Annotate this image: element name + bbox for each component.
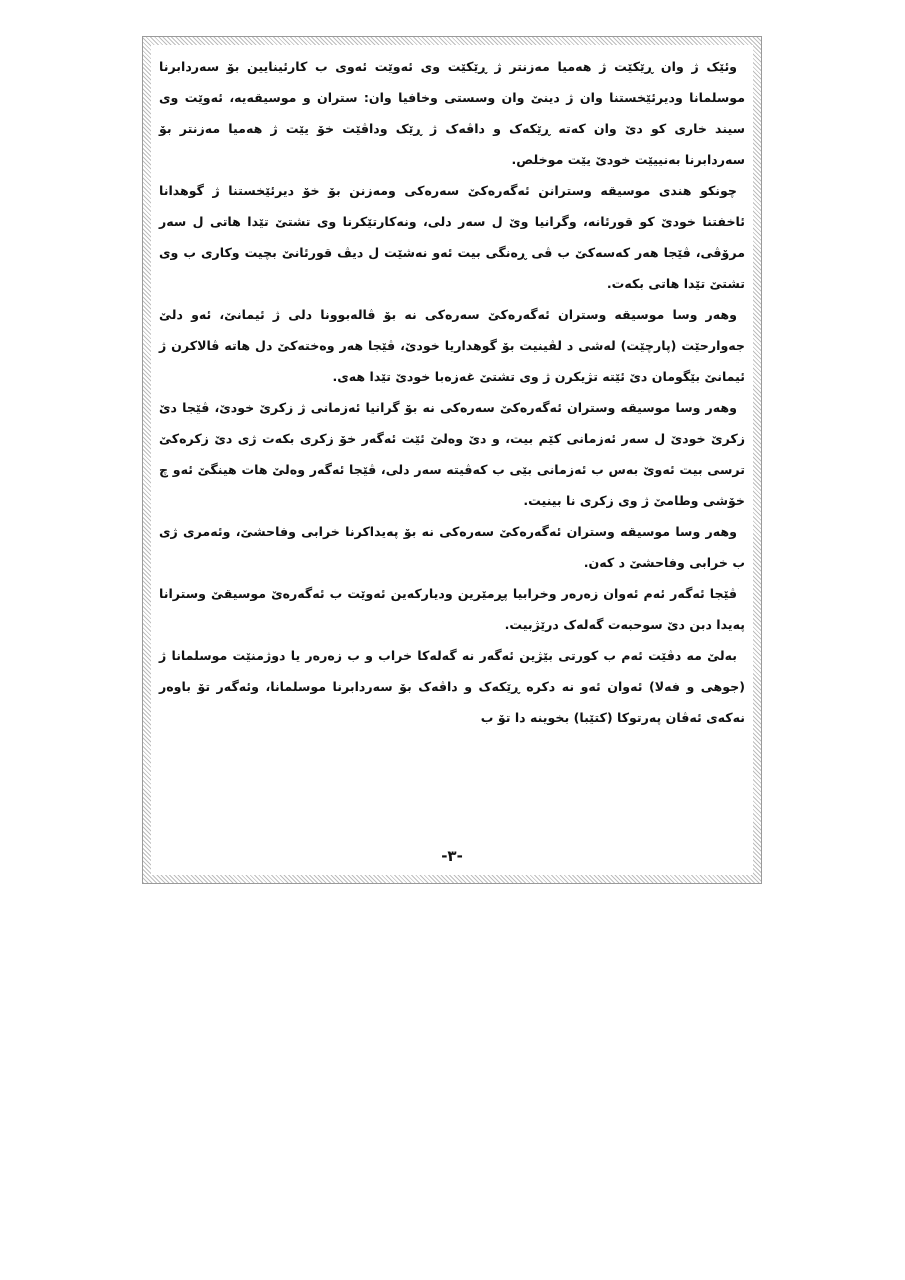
paragraph-7: بەلێ مە دڤێت ئەم ب کورتی بێژین ئەگەر نە گەلەکا خراب و ب زەرەر یا دوژمنێت موسلمانا ژ (جوهی و فەلا) ئەوان ئەو نە دکرە ڕێکەک و داڤەک بۆ سەردابرنا موسلمانا، وئەگەر تۆ باوەر نەکەی ئەڤان پەرتوکا (کتێبا) بخوینە دا تۆ ب xyxy=(159,648,745,725)
paragraph-4: وهەر وسا موسیقە وستران ئەگەرەکێ سەرەکی نە بۆ گرانیا ئەزمانی ژ زکرێ خودێ، ڤێجا دێ زکرێ خودێ ل سەر ئەزمانی کێم بیت، و دێ وەلێ ئێت ئەگەر خۆ زکری بکەت ژی دێ زکرەکێ ترسی بیت ئەوێ بەس ب ئەزمانی بێی ب کەڤیتە سەر دلی، ڤێجا ئەگەر وەلێ هات هینگێ ئەو چ خۆشی وطامێ ژ وی زکری نا بینیت. xyxy=(159,400,745,508)
document-body xyxy=(159,51,745,733)
paragraph-5: وهەر وسا موسیقە وستران ئەگەرەکێ سەرەکی نە بۆ پەیداکرنا خرابی وفاحشێ، وئەمری ژی ب خرابی وفاحشێ د کەن. xyxy=(159,524,745,570)
paragraph-3: وهەر وسا موسیقە وستران ئەگەرەکێ سەرەکی نە بۆ ڤالەبوونا دلی ژ ئیمانێ، ئەو دلێ جەوارحێت (پارچێت) لەشی د لڤینیت بۆ گوهداریا خودێ، ڤێجا هەر وەختەکێ دل هاتە ڤالاکرن ژ ئیمانێ بێگومان دێ ئێتە تژیکرن ژ وی تشتێ غەزەبا خودێ تێدا هەی. xyxy=(159,307,745,384)
paragraph-1: وئێک ژ وان ڕێکێت ژ هەمیا مەزنتر ژ ڕێکێت وی ئەوێت ئەوی ب کارئینایین بۆ سەردابرنا موسلمانا ودیرئێخستنا وان ژ دینێ وان وسستی وخافیا وان: ستران و موسیقەیە، ئەوێت وی سیند خاری کو دێ وان کەتە ڕێکەک و داڤەک ژ ڕێک وداڤێت خۆ یێت ژ هەمیا مەزنتر بۆ سەردابرنا بەنییێت خودێ یێت موخلص. xyxy=(159,59,745,167)
page-number: -٣- xyxy=(441,847,463,865)
page-content xyxy=(151,45,753,875)
page-border-frame xyxy=(142,36,762,884)
paragraph-2: چونکو هندی موسیقە وسترانن ئەگەرەکێ سەرەکی ومەزنن بۆ خۆ دیرئێخستنا ژ گوهدانا ئاخفتنا خودێ کو قورئانە، وگرانیا وێ ل سەر دلی، ونەکارتێکرنا وی تشتێ تێدا هاتی ل سەر مرۆڤی، ڤێجا هەر کەسەکێ ب ڤی ڕەنگی بیت ئەو نەشێت ل دیڤ قورئانێ بچیت وکاری ب وی تشتێ تێدا هاتی بکەت. xyxy=(159,183,745,291)
paragraph-6: ڤێجا ئەگەر ئەم ئەوان زەرەر وخرابیا پڕمێرین ودیارکەین ئەوێت ب ئەگەرەێ موسیقێ وسترانا پەیدا دبن دێ سوحبەت گەلەک درێژبیت. xyxy=(159,586,745,632)
